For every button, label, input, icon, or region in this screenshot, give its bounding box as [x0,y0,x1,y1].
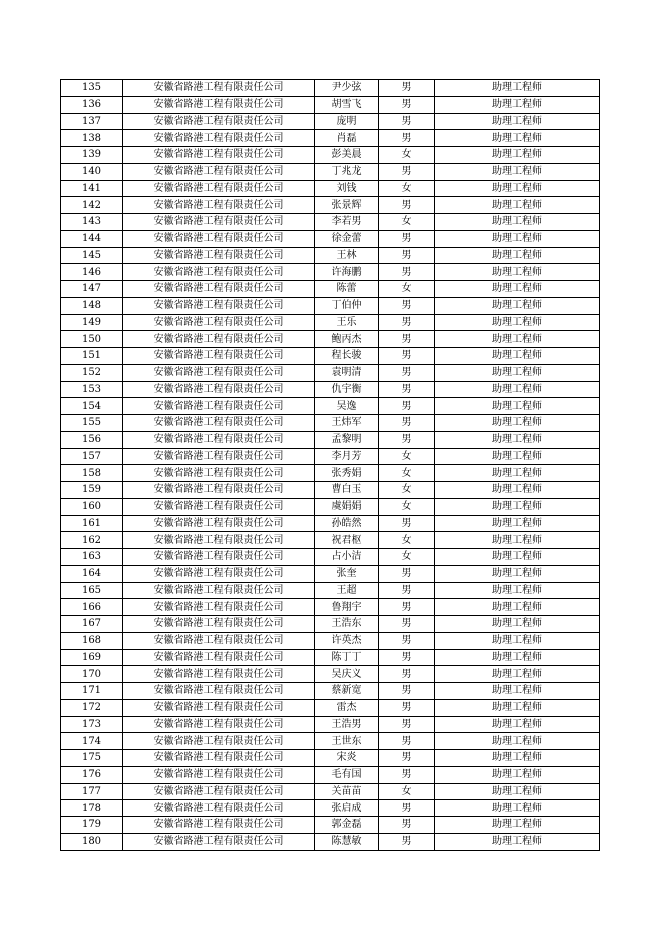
row-number-cell: 150 [61,331,123,348]
table-row [61,348,600,365]
title-cell: 助理工程师 [435,247,600,264]
table-row [61,683,600,700]
title-cell: 助理工程师 [435,733,600,750]
table-row [61,549,600,566]
title-cell: 助理工程师 [435,599,600,616]
table-row [61,833,600,850]
title-cell: 助理工程师 [435,699,600,716]
row-number-cell: 141 [61,180,123,197]
gender-cell: 男 [379,230,435,247]
gender-cell: 女 [379,214,435,231]
gender-cell: 男 [379,264,435,281]
title-cell: 助理工程师 [435,565,600,582]
company-cell: 安徽省路港工程有限责任公司 [123,364,315,381]
company-cell: 安徽省路港工程有限责任公司 [123,465,315,482]
company-cell: 安徽省路港工程有限责任公司 [123,448,315,465]
name-cell: 许英杰 [315,632,379,649]
gender-cell: 女 [379,783,435,800]
table-row [61,666,600,683]
name-cell: 许海鹏 [315,264,379,281]
name-cell: 丁伯仲 [315,297,379,314]
name-cell: 张奎 [315,565,379,582]
gender-cell: 女 [379,180,435,197]
title-cell: 助理工程师 [435,750,600,767]
name-cell: 虞娟娟 [315,498,379,515]
name-cell: 彭美晨 [315,147,379,164]
name-cell: 雷杰 [315,699,379,716]
title-cell: 助理工程师 [435,666,600,683]
company-cell: 安徽省路港工程有限责任公司 [123,616,315,633]
row-number-cell: 178 [61,800,123,817]
row-number-cell: 173 [61,716,123,733]
name-cell: 李若男 [315,214,379,231]
gender-cell: 男 [379,364,435,381]
name-cell: 王世东 [315,733,379,750]
gender-cell: 男 [379,599,435,616]
gender-cell: 女 [379,532,435,549]
name-cell: 毛有国 [315,766,379,783]
row-number-cell: 156 [61,431,123,448]
table-row [61,314,600,331]
gender-cell: 男 [379,80,435,97]
name-cell: 鲁翔宇 [315,599,379,616]
gender-cell: 男 [379,163,435,180]
title-cell: 助理工程师 [435,833,600,850]
company-cell: 安徽省路港工程有限责任公司 [123,783,315,800]
title-cell: 助理工程师 [435,147,600,164]
row-number-cell: 159 [61,482,123,499]
company-cell: 安徽省路港工程有限责任公司 [123,297,315,314]
personnel-table-sheet [60,79,600,851]
title-cell: 助理工程师 [435,549,600,566]
company-cell: 安徽省路港工程有限责任公司 [123,180,315,197]
table-row [61,649,600,666]
table-row [61,113,600,130]
name-cell: 袁明清 [315,364,379,381]
name-cell: 宋炎 [315,750,379,767]
gender-cell: 男 [379,766,435,783]
name-cell: 孟黎明 [315,431,379,448]
title-cell: 助理工程师 [435,264,600,281]
gender-cell: 男 [379,666,435,683]
table-row [61,398,600,415]
table-row [61,699,600,716]
row-number-cell: 154 [61,398,123,415]
name-cell: 郭金磊 [315,817,379,834]
company-cell: 安徽省路港工程有限责任公司 [123,817,315,834]
gender-cell: 男 [379,817,435,834]
gender-cell: 男 [379,348,435,365]
row-number-cell: 162 [61,532,123,549]
title-cell: 助理工程师 [435,448,600,465]
name-cell: 庞明 [315,113,379,130]
title-cell: 助理工程师 [435,398,600,415]
gender-cell: 女 [379,147,435,164]
company-cell: 安徽省路港工程有限责任公司 [123,281,315,298]
name-cell: 刘钱 [315,180,379,197]
name-cell: 王超 [315,582,379,599]
table-row [61,498,600,515]
company-cell: 安徽省路港工程有限责任公司 [123,381,315,398]
row-number-cell: 175 [61,750,123,767]
gender-cell: 女 [379,549,435,566]
table-row [61,565,600,582]
name-cell: 曹白玉 [315,482,379,499]
name-cell: 陈蕾 [315,281,379,298]
table-row [61,750,600,767]
company-cell: 安徽省路港工程有限责任公司 [123,348,315,365]
title-cell: 助理工程师 [435,364,600,381]
company-cell: 安徽省路港工程有限责任公司 [123,498,315,515]
title-cell: 助理工程师 [435,197,600,214]
company-cell: 安徽省路港工程有限责任公司 [123,113,315,130]
gender-cell: 女 [379,482,435,499]
company-cell: 安徽省路港工程有限责任公司 [123,599,315,616]
row-number-cell: 145 [61,247,123,264]
gender-cell: 男 [379,750,435,767]
company-cell: 安徽省路港工程有限责任公司 [123,130,315,147]
gender-cell: 女 [379,465,435,482]
row-number-cell: 138 [61,130,123,147]
table-row [61,180,600,197]
table-row [61,599,600,616]
row-number-cell: 136 [61,96,123,113]
name-cell: 王浩东 [315,616,379,633]
table-row [61,264,600,281]
row-number-cell: 143 [61,214,123,231]
name-cell: 肖磊 [315,130,379,147]
table-row [61,800,600,817]
name-cell: 关苗苗 [315,783,379,800]
row-number-cell: 151 [61,348,123,365]
gender-cell: 男 [379,833,435,850]
company-cell: 安徽省路港工程有限责任公司 [123,800,315,817]
name-cell: 吴庆义 [315,666,379,683]
company-cell: 安徽省路港工程有限责任公司 [123,247,315,264]
row-number-cell: 149 [61,314,123,331]
gender-cell: 男 [379,733,435,750]
title-cell: 助理工程师 [435,683,600,700]
gender-cell: 男 [379,197,435,214]
row-number-cell: 180 [61,833,123,850]
name-cell: 鲍丙杰 [315,331,379,348]
gender-cell: 男 [379,431,435,448]
title-cell: 助理工程师 [435,331,600,348]
company-cell: 安徽省路港工程有限责任公司 [123,431,315,448]
name-cell: 孙皓然 [315,515,379,532]
company-cell: 安徽省路港工程有限责任公司 [123,565,315,582]
row-number-cell: 176 [61,766,123,783]
name-cell: 丁兆龙 [315,163,379,180]
row-number-cell: 147 [61,281,123,298]
name-cell: 王炜军 [315,415,379,432]
name-cell: 尹少弦 [315,80,379,97]
row-number-cell: 158 [61,465,123,482]
name-cell: 王浩男 [315,716,379,733]
company-cell: 安徽省路港工程有限责任公司 [123,214,315,231]
table-row [61,381,600,398]
company-cell: 安徽省路港工程有限责任公司 [123,750,315,767]
table-row [61,431,600,448]
name-cell: 陈慧敏 [315,833,379,850]
gender-cell: 男 [379,632,435,649]
gender-cell: 男 [379,699,435,716]
row-number-cell: 152 [61,364,123,381]
table-row [61,96,600,113]
row-number-cell: 146 [61,264,123,281]
table-row [61,80,600,97]
name-cell: 徐金蕾 [315,230,379,247]
row-number-cell: 170 [61,666,123,683]
row-number-cell: 177 [61,783,123,800]
gender-cell: 男 [379,247,435,264]
row-number-cell: 179 [61,817,123,834]
gender-cell: 男 [379,381,435,398]
row-number-cell: 139 [61,147,123,164]
row-number-cell: 171 [61,683,123,700]
company-cell: 安徽省路港工程有限责任公司 [123,632,315,649]
gender-cell: 男 [379,314,435,331]
table-row [61,163,600,180]
company-cell: 安徽省路港工程有限责任公司 [123,197,315,214]
gender-cell: 男 [379,96,435,113]
company-cell: 安徽省路港工程有限责任公司 [123,230,315,247]
name-cell: 胡雪飞 [315,96,379,113]
table-row [61,147,600,164]
title-cell: 助理工程师 [435,214,600,231]
table-row [61,247,600,264]
company-cell: 安徽省路港工程有限责任公司 [123,549,315,566]
row-number-cell: 166 [61,599,123,616]
title-cell: 助理工程师 [435,632,600,649]
gender-cell: 男 [379,649,435,666]
gender-cell: 男 [379,398,435,415]
gender-cell: 男 [379,515,435,532]
table-row [61,733,600,750]
title-cell: 助理工程师 [435,281,600,298]
company-cell: 安徽省路港工程有限责任公司 [123,699,315,716]
title-cell: 助理工程师 [435,163,600,180]
name-cell: 陈丁丁 [315,649,379,666]
gender-cell: 男 [379,582,435,599]
name-cell: 仇宇衡 [315,381,379,398]
table-row [61,197,600,214]
table-row [61,716,600,733]
table-row [61,783,600,800]
company-cell: 安徽省路港工程有限责任公司 [123,515,315,532]
company-cell: 安徽省路港工程有限责任公司 [123,649,315,666]
company-cell: 安徽省路港工程有限责任公司 [123,264,315,281]
company-cell: 安徽省路港工程有限责任公司 [123,415,315,432]
row-number-cell: 161 [61,515,123,532]
company-cell: 安徽省路港工程有限责任公司 [123,582,315,599]
row-number-cell: 144 [61,230,123,247]
table-row [61,230,600,247]
name-cell: 李月芳 [315,448,379,465]
table-row [61,766,600,783]
gender-cell: 女 [379,498,435,515]
title-cell: 助理工程师 [435,381,600,398]
title-cell: 助理工程师 [435,616,600,633]
company-cell: 安徽省路港工程有限责任公司 [123,733,315,750]
title-cell: 助理工程师 [435,817,600,834]
title-cell: 助理工程师 [435,482,600,499]
table-row [61,281,600,298]
row-number-cell: 153 [61,381,123,398]
title-cell: 助理工程师 [435,180,600,197]
name-cell: 王林 [315,247,379,264]
company-cell: 安徽省路港工程有限责任公司 [123,80,315,97]
title-cell: 助理工程师 [435,465,600,482]
name-cell: 祝君枢 [315,532,379,549]
personnel-table-body [61,80,600,851]
company-cell: 安徽省路港工程有限责任公司 [123,331,315,348]
table-row [61,817,600,834]
title-cell: 助理工程师 [435,582,600,599]
gender-cell: 男 [379,415,435,432]
table-row [61,297,600,314]
gender-cell: 男 [379,616,435,633]
title-cell: 助理工程师 [435,348,600,365]
row-number-cell: 157 [61,448,123,465]
gender-cell: 男 [379,113,435,130]
table-row [61,364,600,381]
company-cell: 安徽省路港工程有限责任公司 [123,666,315,683]
title-cell: 助理工程师 [435,766,600,783]
table-row [61,331,600,348]
title-cell: 助理工程师 [435,96,600,113]
company-cell: 安徽省路港工程有限责任公司 [123,532,315,549]
name-cell: 程长骏 [315,348,379,365]
row-number-cell: 172 [61,699,123,716]
table-row [61,632,600,649]
row-number-cell: 168 [61,632,123,649]
row-number-cell: 148 [61,297,123,314]
company-cell: 安徽省路港工程有限责任公司 [123,398,315,415]
title-cell: 助理工程师 [435,415,600,432]
title-cell: 助理工程师 [435,515,600,532]
gender-cell: 男 [379,331,435,348]
table-row [61,448,600,465]
company-cell: 安徽省路港工程有限责任公司 [123,683,315,700]
table-row [61,465,600,482]
table-row [61,532,600,549]
name-cell: 王乐 [315,314,379,331]
table-row [61,515,600,532]
title-cell: 助理工程师 [435,230,600,247]
title-cell: 助理工程师 [435,130,600,147]
company-cell: 安徽省路港工程有限责任公司 [123,833,315,850]
title-cell: 助理工程师 [435,498,600,515]
title-cell: 助理工程师 [435,716,600,733]
table-row [61,616,600,633]
company-cell: 安徽省路港工程有限责任公司 [123,766,315,783]
title-cell: 助理工程师 [435,80,600,97]
table-row [61,214,600,231]
title-cell: 助理工程师 [435,113,600,130]
row-number-cell: 137 [61,113,123,130]
name-cell: 张景辉 [315,197,379,214]
table-row [61,582,600,599]
table-row [61,482,600,499]
gender-cell: 男 [379,800,435,817]
row-number-cell: 163 [61,549,123,566]
row-number-cell: 169 [61,649,123,666]
name-cell: 张秀娟 [315,465,379,482]
company-cell: 安徽省路港工程有限责任公司 [123,716,315,733]
title-cell: 助理工程师 [435,800,600,817]
name-cell: 吴逸 [315,398,379,415]
gender-cell: 男 [379,683,435,700]
table-row [61,130,600,147]
gender-cell: 女 [379,448,435,465]
company-cell: 安徽省路港工程有限责任公司 [123,482,315,499]
row-number-cell: 135 [61,80,123,97]
company-cell: 安徽省路港工程有限责任公司 [123,314,315,331]
row-number-cell: 174 [61,733,123,750]
gender-cell: 男 [379,716,435,733]
row-number-cell: 167 [61,616,123,633]
name-cell: 蔡新宽 [315,683,379,700]
row-number-cell: 164 [61,565,123,582]
title-cell: 助理工程师 [435,532,600,549]
title-cell: 助理工程师 [435,649,600,666]
company-cell: 安徽省路港工程有限责任公司 [123,163,315,180]
title-cell: 助理工程师 [435,297,600,314]
company-cell: 安徽省路港工程有限责任公司 [123,147,315,164]
row-number-cell: 165 [61,582,123,599]
title-cell: 助理工程师 [435,314,600,331]
name-cell: 占小洁 [315,549,379,566]
title-cell: 助理工程师 [435,783,600,800]
row-number-cell: 160 [61,498,123,515]
company-cell: 安徽省路港工程有限责任公司 [123,96,315,113]
gender-cell: 男 [379,297,435,314]
title-cell: 助理工程师 [435,431,600,448]
gender-cell: 男 [379,130,435,147]
row-number-cell: 140 [61,163,123,180]
table-row [61,415,600,432]
personnel-table [60,79,600,851]
gender-cell: 男 [379,565,435,582]
row-number-cell: 155 [61,415,123,432]
gender-cell: 女 [379,281,435,298]
name-cell: 张启成 [315,800,379,817]
row-number-cell: 142 [61,197,123,214]
